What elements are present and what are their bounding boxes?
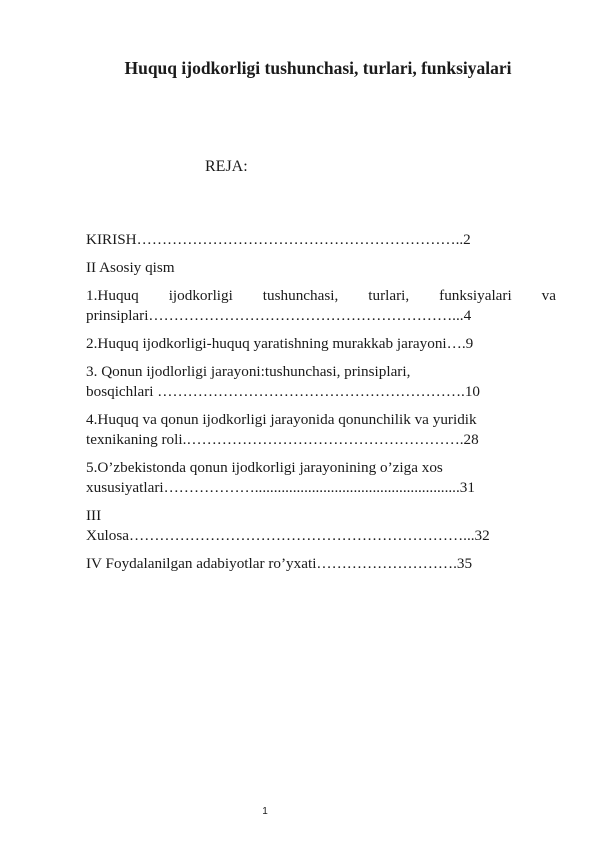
toc-entry-5 bbox=[86, 458, 556, 498]
toc-entry-kirish: KIRISH………………………………………………………..2 bbox=[86, 231, 471, 248]
toc-entry-4 bbox=[86, 410, 556, 450]
toc-entry-1-line-1: 1.Huquq ijodkorligi tushunchasi, turlari, funksiyalari va bbox=[86, 287, 556, 304]
toc-entry-5-line-2: xususiyatlari………………......................................................31 bbox=[86, 479, 475, 496]
toc-entry-4-line-1: 4.Huquq va qonun ijodkorligi jarayonida qonunchilik va yuridik bbox=[86, 411, 477, 428]
toc-entry-part-3-line-1: III bbox=[86, 507, 102, 524]
toc-entry-part-3 bbox=[86, 506, 556, 546]
toc-entry-part-3-line-2: Xulosa…………………………………………………………...32 bbox=[86, 527, 490, 544]
document-title: Huquq ijodkorligi tushunchasi, turlari, funksiyalari bbox=[124, 58, 512, 78]
toc-entry-part-4: IV Foydalanilgan adabiyotlar ro’yxati……………………….35 bbox=[86, 555, 473, 572]
toc-entry-3-line-1: 3. Qonun ijodlorligi jarayoni:tushunchasi, prinsiplari, bbox=[86, 363, 411, 380]
toc-entry-5-line-1: 5.O’zbekistonda qonun ijodkorligi jarayonining o’ziga xos bbox=[86, 459, 443, 476]
toc-entry-1 bbox=[86, 286, 556, 326]
toc-entry-part-2: II Asosiy qism bbox=[86, 259, 175, 276]
toc-entry-2: 2.Huquq ijodkorligi-huquq yaratishning murakkab jarayoni….9 bbox=[86, 335, 474, 352]
toc-entry-4-line-2: texnikaning roli.……………………………………………….28 bbox=[86, 431, 479, 448]
plan-heading: REJA: bbox=[205, 158, 248, 175]
page-number: 1 bbox=[262, 806, 268, 817]
table-of-contents bbox=[86, 230, 556, 574]
toc-entry-3 bbox=[86, 362, 556, 402]
toc-entry-1-line-2: prinsiplari……………………………………………………...4 bbox=[86, 307, 472, 324]
toc-entry-3-line-2: bosqichlari …………………………………………………….10 bbox=[86, 383, 481, 400]
